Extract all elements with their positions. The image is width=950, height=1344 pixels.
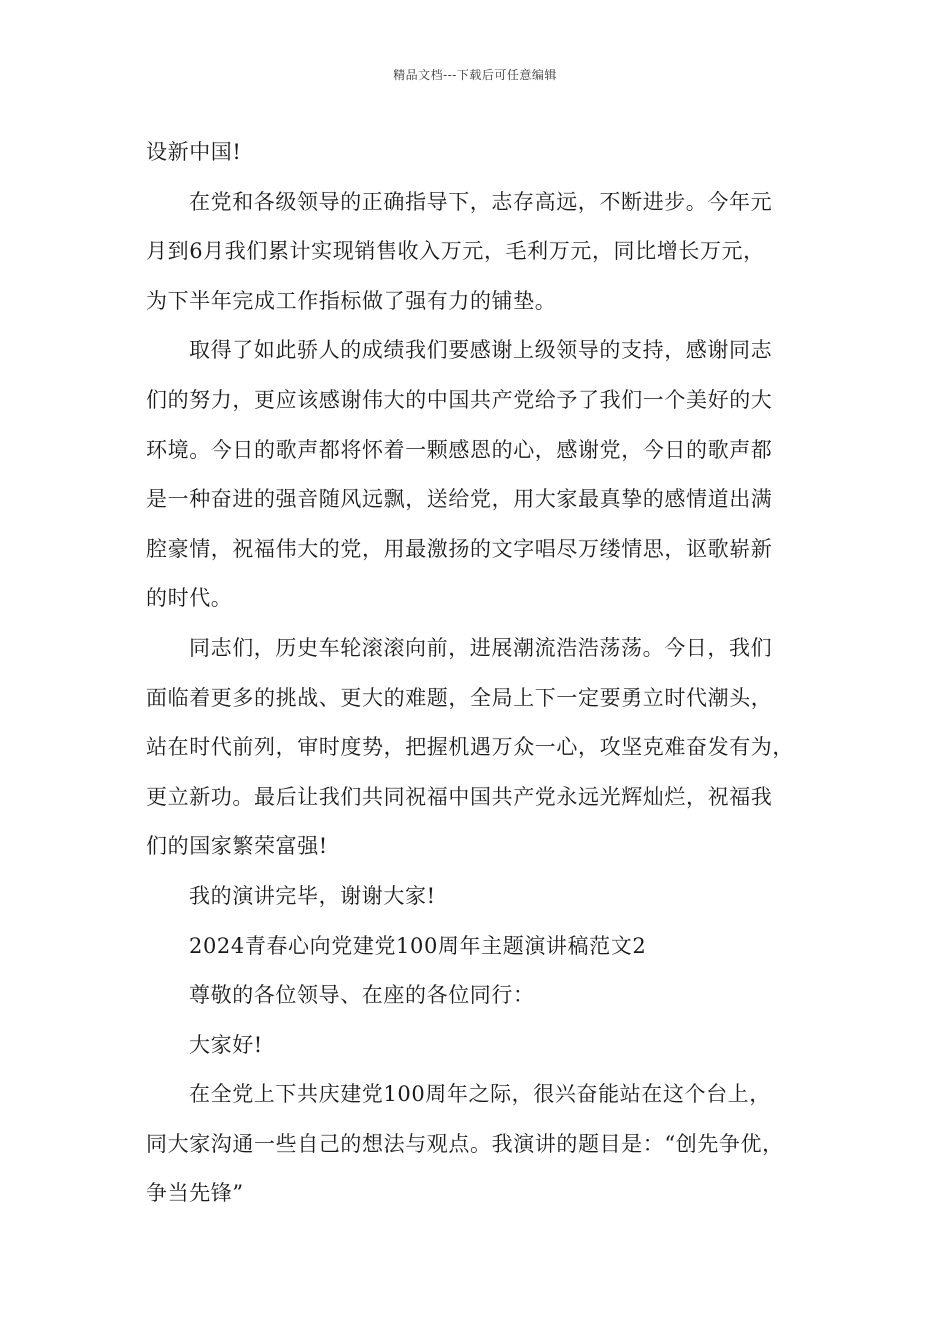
text-line: 在全党上下共庆建党100周年之际，很兴奋能站在这个台上， <box>189 1082 771 1107</box>
section-title: 2024青春心向党建党100周年主题演讲稿范文2 <box>189 933 647 958</box>
text-line: 腔豪情，祝福伟大的党，用最激扬的文字唱尽万缕情思，讴歌崭新 <box>146 536 773 561</box>
text-line: 是一种奋进的强音随风远飘，送给党，用大家最真挚的感情道出满 <box>146 487 773 512</box>
text-line: 同志们，历史车轮滚滚向前，进展潮流浩浩荡荡。今日，我们 <box>189 635 773 660</box>
text-line: 更立新功。最后让我们共同祝福中国共产党永远光辉灿烂，祝福我 <box>146 784 773 809</box>
text-line: 为下半年完成工作指标做了强有力的铺垫。 <box>146 288 557 313</box>
text-line: 们的努力，更应该感谢伟大的中国共产党给予了我们一个美好的大 <box>146 387 773 412</box>
text-line: 的时代。 <box>146 586 233 611</box>
text-line: 环境。今日的歌声都将怀着一颗感恩的心，感谢党，今日的歌声都 <box>146 437 773 462</box>
page-header: 精品文档---下载后可任意编辑 <box>393 68 557 82</box>
text-line: 尊敬的各位领导、在座的各位同行： <box>189 983 535 1008</box>
text-line: 站在时代前列，审时度势，把握机遇万众一心，攻坚克难奋发有为， <box>146 735 794 760</box>
text-line: 在党和各级领导的正确指导下，志存高远，不断进步。今年元 <box>189 189 773 214</box>
text-line: 争当先锋” <box>146 1181 244 1206</box>
text-line: 设新中国! <box>146 140 242 164</box>
text-line: 月到6月我们累计实现销售收入万元，毛利万元，同比增长万元， <box>146 239 765 264</box>
text-line: 面临着更多的挑战、更大的难题，全局上下一定要勇立时代潮头， <box>146 685 773 710</box>
text-line: 大家好! <box>189 1032 263 1057</box>
text-line: 们的国家繁荣富强! <box>146 834 328 859</box>
text-line: 同大家沟通一些自己的想法与观点。我演讲的题目是：“创先争优， <box>146 1131 784 1156</box>
text-line: 取得了如此骄人的成绩我们要感谢上级领导的支持，感谢同志 <box>189 338 773 363</box>
document-body <box>146 128 806 1219</box>
text-line: 我的演讲完毕，谢谢大家! <box>189 883 436 908</box>
